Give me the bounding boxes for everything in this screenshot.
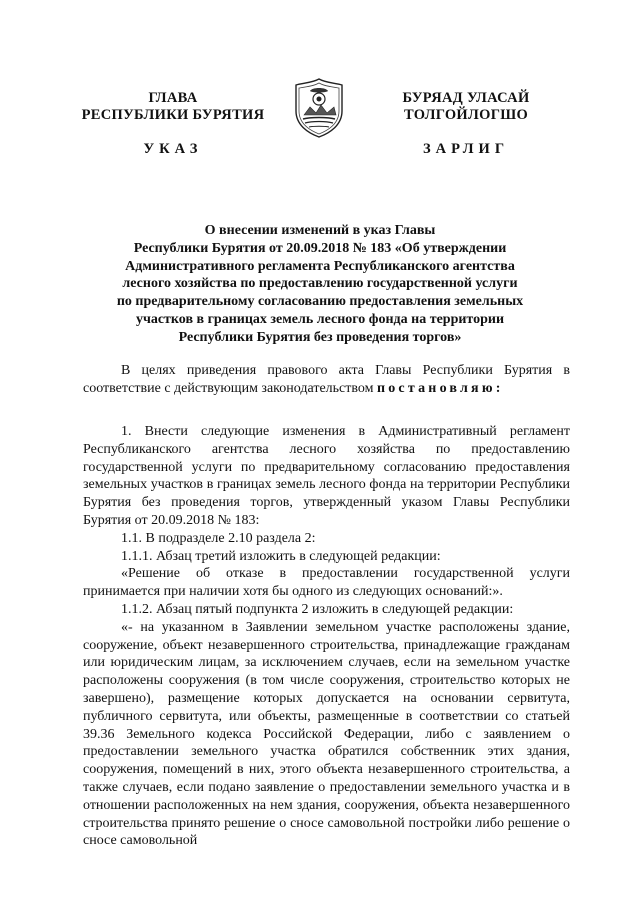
header-left — [73, 90, 273, 124]
title-line: Республики Бурятия без проведения торгов» — [178, 329, 462, 345]
title-line: Республики Бурятия от 20.09.2018 № 183 «Об утверждении — [133, 240, 507, 256]
main-body — [83, 423, 570, 850]
header-right-line1: БУРЯАД УЛАСАЙ — [402, 90, 530, 106]
title-line: участков в границах земель лесного фонда на территории — [135, 311, 505, 327]
intro-paragraph — [83, 362, 570, 398]
body-paragraph: «Решение об отказе в предоставлении государственной услуги принимается при наличии хотя бы одного из следующих оснований:». — [83, 566, 570, 600]
body-paragraph: 1.1.2. Абзац пятый подпункта 2 изложить в следующей редакции: — [121, 601, 514, 617]
body-paragraph: «- на указанном в Заявлении земельном участке расположены здание, сооружение, объект незавершенного строительства, принадлежащие гражданам или юридическим лицам, за исключением случаев, если на земельном участке расположены сооружения (в том числе сооружения, строительство которых не завершено), размещение которых допускается на основании сервитута, публичного сервитута, или объекты, размещенные в соответствии со статьей 39.36 Земельного кодекса Российской Федерации, либо с заявлением о предоставлении земельного участка обратился собственник этих здания, сооружения, помещений в них, этого объекта незавершенного строительства, а также случаев, если подано заявление о предоставлении земельного участка и в отношении расположенных на нем здания, сооружения, объекта незавершенного строительства принято решение о сносе самовольной постройки либо решение о сносе самовольной — [83, 619, 570, 849]
intro-keyword: постановляю: — [376, 380, 504, 396]
title-line: по предварительному согласованию предоставления земельных — [116, 294, 524, 310]
title-line: Административного регламента Республиканского агентства — [125, 258, 515, 274]
header-right — [366, 90, 566, 124]
decree-label-right: ЗАРЛИГ — [422, 141, 510, 157]
title-line: лесного хозяйства по предоставлению государственной услуги — [122, 276, 518, 292]
header-right-line2: ТОЛГОЙЛОГШО — [403, 107, 529, 123]
intro-text: В целях приведения правового акта Главы Республики Бурятия в соответствие с действующим законодательством — [83, 363, 570, 396]
title-line: О внесении изменений в указ Главы — [204, 223, 436, 238]
body-paragraph: 1. Внести следующие изменения в Административный регламент Республиканского агентства лесного хозяйства по предоставлению государственной услуги по предварительному согласованию предоставления земельных участков в границах земель лесного фонда на территории Республики Бурятия без проведения торгов, утвержденный указом Главы Республики Бурятия от 20.09.2018 № 183: — [83, 424, 570, 528]
header-left-line1: ГЛАВА — [148, 90, 198, 106]
header-left-line2: РЕСПУБЛИКИ БУРЯТИЯ — [81, 107, 265, 123]
coat-of-arms-emblem — [292, 77, 346, 139]
document-title — [60, 222, 580, 347]
decree-label-left: УКАЗ — [143, 141, 203, 157]
body-paragraph: 1.1. В подразделе 2.10 раздела 2: — [121, 530, 316, 546]
body-paragraph: 1.1.1. Абзац третий изложить в следующей редакции: — [121, 548, 441, 564]
